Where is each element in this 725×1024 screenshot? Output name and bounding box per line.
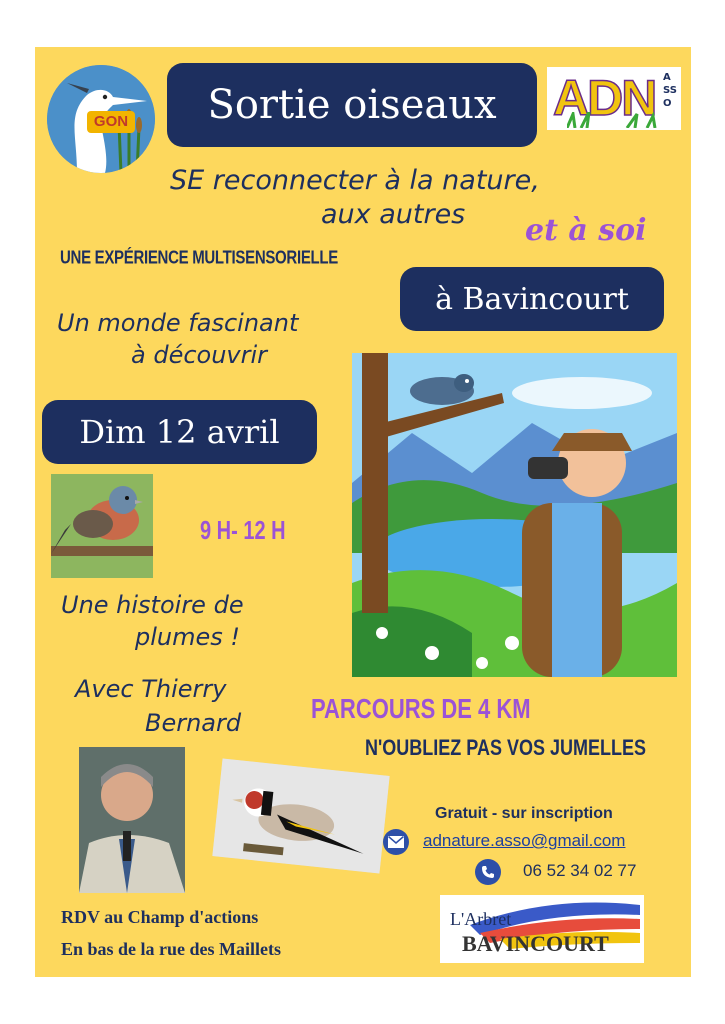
tagline-line2: aux autres <box>321 199 466 230</box>
location-text: à Bavincourt <box>435 281 629 317</box>
free-text: Gratuit - sur inscription <box>435 805 613 822</box>
birdwatcher-illustration <box>352 353 677 677</box>
date-text: Dim 12 avril <box>79 413 280 451</box>
birdwatcher-scene-icon <box>352 353 677 677</box>
gon-logo <box>47 65 155 173</box>
arbret-line2: BAVINCOURT <box>462 931 609 956</box>
story-line1: Une histoire de <box>61 591 244 619</box>
goldfinch-icon <box>212 758 389 873</box>
poster <box>35 47 691 977</box>
date-pill <box>42 400 317 464</box>
chaffinch-photo <box>51 474 153 578</box>
mail-icon <box>383 829 409 855</box>
world-line1: Un monde fascinant <box>57 309 299 337</box>
adn-logo-sub: ASSO <box>663 72 677 109</box>
phone-number[interactable]: 06 52 34 02 77 <box>523 861 637 880</box>
meeting-line1: RDV au Champ d'actions <box>61 907 259 927</box>
tagline-accent: et à soi <box>525 213 647 248</box>
story-line2: plumes ! <box>135 623 241 651</box>
adn-logo-text: ADN <box>553 70 656 126</box>
page-title <box>167 63 537 147</box>
gon-label: GON <box>87 111 135 133</box>
world-line2: à découvrir <box>131 341 268 369</box>
route-text: PARCOURS DE 4 KM <box>311 693 531 725</box>
email-link[interactable]: adnature.asso@gmail.com <box>423 831 626 850</box>
phone-icon <box>475 859 501 885</box>
tagline-line1: SE reconnecter à la nature, <box>170 165 540 196</box>
arbret-line1: L'Arbret <box>450 909 512 929</box>
speaker-photo <box>79 747 185 893</box>
guide-line1: Avec Thierry <box>75 675 227 703</box>
arbret-logo <box>440 895 644 963</box>
adn-logo <box>547 67 681 130</box>
goldfinch-photo <box>212 758 389 873</box>
grass-icon <box>567 112 657 128</box>
experience-text: UNE EXPÉRIENCE MULTISENSORIELLE <box>60 247 338 269</box>
location-pill <box>400 267 664 331</box>
time-text: 9 H- 12 H <box>200 517 286 546</box>
meeting-line2: En bas de la rue des Maillets <box>61 939 282 959</box>
reminder-text: N'OUBLIEZ PAS VOS JUMELLES <box>365 735 646 760</box>
chaffinch-icon <box>51 474 153 578</box>
guide-line2: Bernard <box>145 709 242 737</box>
title-text: Sortie oiseaux <box>207 82 497 128</box>
speaker-icon <box>79 747 185 893</box>
